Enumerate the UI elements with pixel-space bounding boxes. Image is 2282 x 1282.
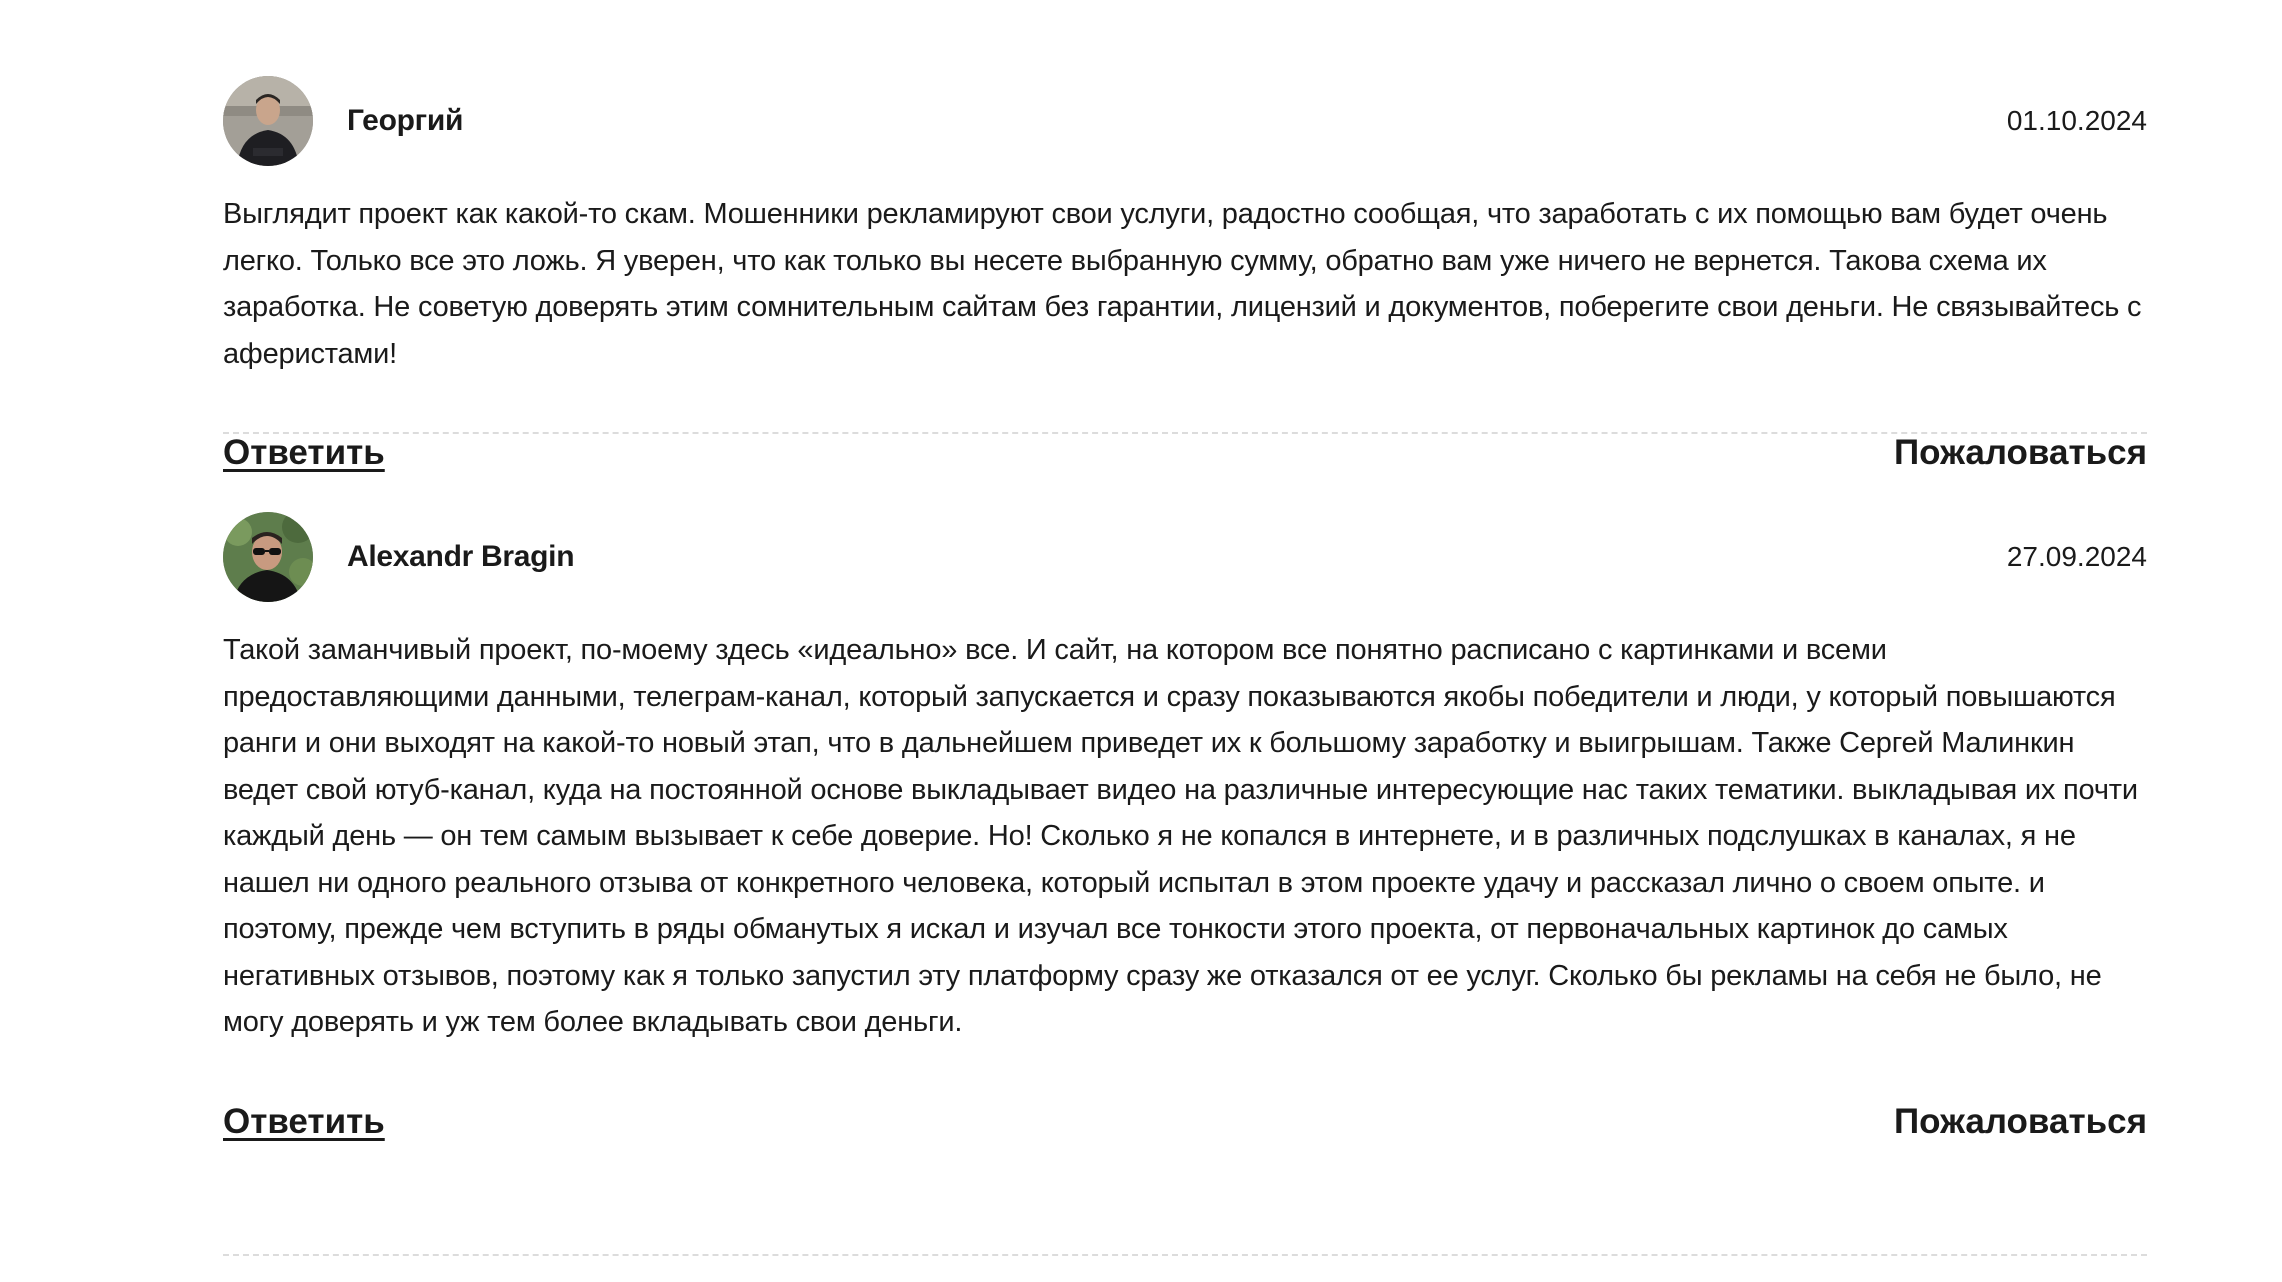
comment-author: Георгий bbox=[347, 104, 464, 137]
user-avatar bbox=[223, 76, 313, 166]
comments-list bbox=[223, 0, 2147, 1256]
comment-item bbox=[223, 512, 2147, 1256]
comment-actions bbox=[223, 1102, 2147, 1142]
comment-text: Выглядит проект как какой-то скам. Мошенники рекламируют свои услуги, радостно сообщая, что заработать с их помощью вам будет очень легко. Только все это ложь. Я уверен, что как только вы несете выбранную сумму, обратно вам уже ничего не вернется. Такова схема их заработка. Не советую доверять этим сомнительным сайтам без гарантии, лицензий и документов, поберегите свои деньги. Не связывайтесь с аферистами! bbox=[223, 198, 2142, 370]
comment-date: 27.09.2024 bbox=[2006, 541, 2147, 572]
comment-header bbox=[223, 76, 2147, 166]
comment-actions bbox=[223, 433, 2147, 473]
user-avatar bbox=[223, 512, 313, 602]
avatar-photo-icon bbox=[223, 512, 313, 602]
comment-author: Alexandr Bragin bbox=[347, 540, 575, 573]
reply-link[interactable]: Ответить bbox=[223, 433, 385, 472]
avatar-photo-icon bbox=[223, 76, 313, 166]
comment-text: Такой заманчивый проект, по-моему здесь «идеально» все. И сайт, на котором все понятно расписано с картинками и всеми предоставляющими данными, телеграм-канал, который запускается и сразу показываются якобы победители и люди, у который повышаются ранги и они выходят на какой-то новый этап, что в дальнейшем приведет их к большому заработку и выигрышам. Также Сергей Малинкин ведет свой ютуб-канал, куда на постоянной основе выкладывает видео на различные интересующие нас таких тематики. выкладывая их почти каждый день — он тем самым вызывает к себе доверие. Но! Сколько я не копался в интернете, и в различных подслушках в каналах, я не нашел ни одного реального отзыва от конкретного человека, который испытал в этом проекте удачу и рассказал лично о своем опыте. и поэтому, прежде чем вступить в ряды обманутых я искал и изучал все тонкости этого проекта, от первоначальных картинок до самых негативных отзывов, поэтому как я только запустил эту платформу сразу же отказался от ее услуг. Сколько бы рекламы на себя не было, не могу доверять и уж тем более вкладывать свои деньги. bbox=[223, 634, 2138, 1038]
comment-date: 01.10.2024 bbox=[2006, 105, 2147, 136]
comment-header bbox=[223, 512, 2147, 602]
report-link[interactable]: Пожаловаться bbox=[1894, 1101, 2147, 1141]
reply-link[interactable]: Ответить bbox=[223, 1101, 385, 1141]
comment-item bbox=[223, 0, 2147, 472]
report-link[interactable]: Пожаловаться bbox=[1894, 433, 2147, 472]
